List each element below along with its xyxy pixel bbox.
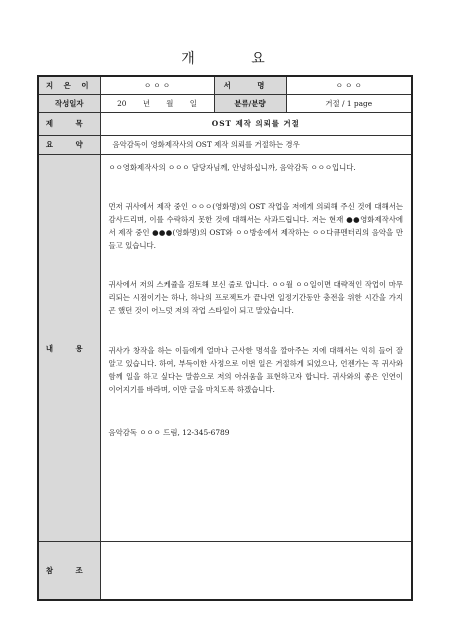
reference-value bbox=[100, 542, 412, 600]
category-label: 분류/분량 bbox=[214, 94, 286, 112]
summary-value: 음악감독이 영화제작사의 OST 제작 의뢰를 거절하는 경우 bbox=[100, 135, 412, 154]
content-paragraph-greeting: ㅇㅇ영화제작사의 ㅇㅇㅇ 담당자님께, 안녕하십니까, 음악감독 ㅇㅇㅇ입니다. bbox=[108, 162, 356, 172]
subject-value: OST 제작 의뢰를 거절 bbox=[100, 112, 412, 135]
author-label: 지 은 이 bbox=[38, 76, 100, 94]
author-value: ㅇ ㅇ ㅇ bbox=[100, 76, 214, 94]
signature-value: ㅇ ㅇ ㅇ bbox=[286, 76, 412, 94]
subject-label: 제 목 bbox=[38, 112, 100, 135]
category-value: 거절 / 1 page bbox=[286, 94, 412, 112]
document-title: 개 요 bbox=[181, 51, 291, 67]
summary-label: 요 약 bbox=[38, 135, 100, 154]
content-paragraph-schedule: 귀사에서 저의 스케쥴을 검토해 보신 줄로 압니다. ㅇㅇ월 ㅇㅇ일이면 대략적인 작업이 마무리되는 시점이기는 하나, 하나의 프로젝트가 끝나면 일정기간동안 충전을 위한 시간을 가지곤 했던 것이 어느덧 저의 작업 스타일이 되고 말았습니다. bbox=[108, 279, 403, 315]
date-value: 20 년 월 일 bbox=[100, 94, 214, 112]
signature-label: 서 명 bbox=[214, 76, 286, 94]
content-label: 내 용 bbox=[38, 154, 100, 541]
content-signature: 음악감독 ㅇㅇㅇ 드림, 12-345-6789 bbox=[108, 427, 230, 437]
content-body bbox=[100, 154, 412, 541]
content-paragraph-closing: 귀사가 창작을 하는 이들에게 얼마나 근사한 명석을 깔아주는 지에 대해서는 익히 들어 잘 알고 있습니다. 하여, 부득이한 사정으로 이번 일은 거절하게 되었으나, 언젠가는 꼭 귀사와 함께 일을 하고 싶다는 말씀으로 저의 아쉬움을 표현하고자 합니다. 귀사와의 좋은 인연이 이어지기를 바라며, 이만 글을 마치도록 하겠습니다. bbox=[108, 345, 403, 394]
date-label: 작성일자 bbox=[38, 94, 100, 112]
reference-label: 참 조 bbox=[38, 542, 100, 600]
overview-form-table bbox=[37, 75, 413, 601]
content-paragraph-apology: 먼저 귀사에서 제작 중인 ㅇㅇㅇ(영화명)의 OST 작업을 저에게 의뢰해 주신 것에 대해서는 감사드리며, 이를 수락하지 못한 것에 대해서는 사과드립니다. 저는 현재 ●●영화제작사에서 제작 중인 ●●●(영화명)의 OST와 ㅇㅇ방송에서 제작하는 ㅇㅇ다큐멘터리의 음악을 만들고 있습니다. bbox=[108, 201, 403, 250]
